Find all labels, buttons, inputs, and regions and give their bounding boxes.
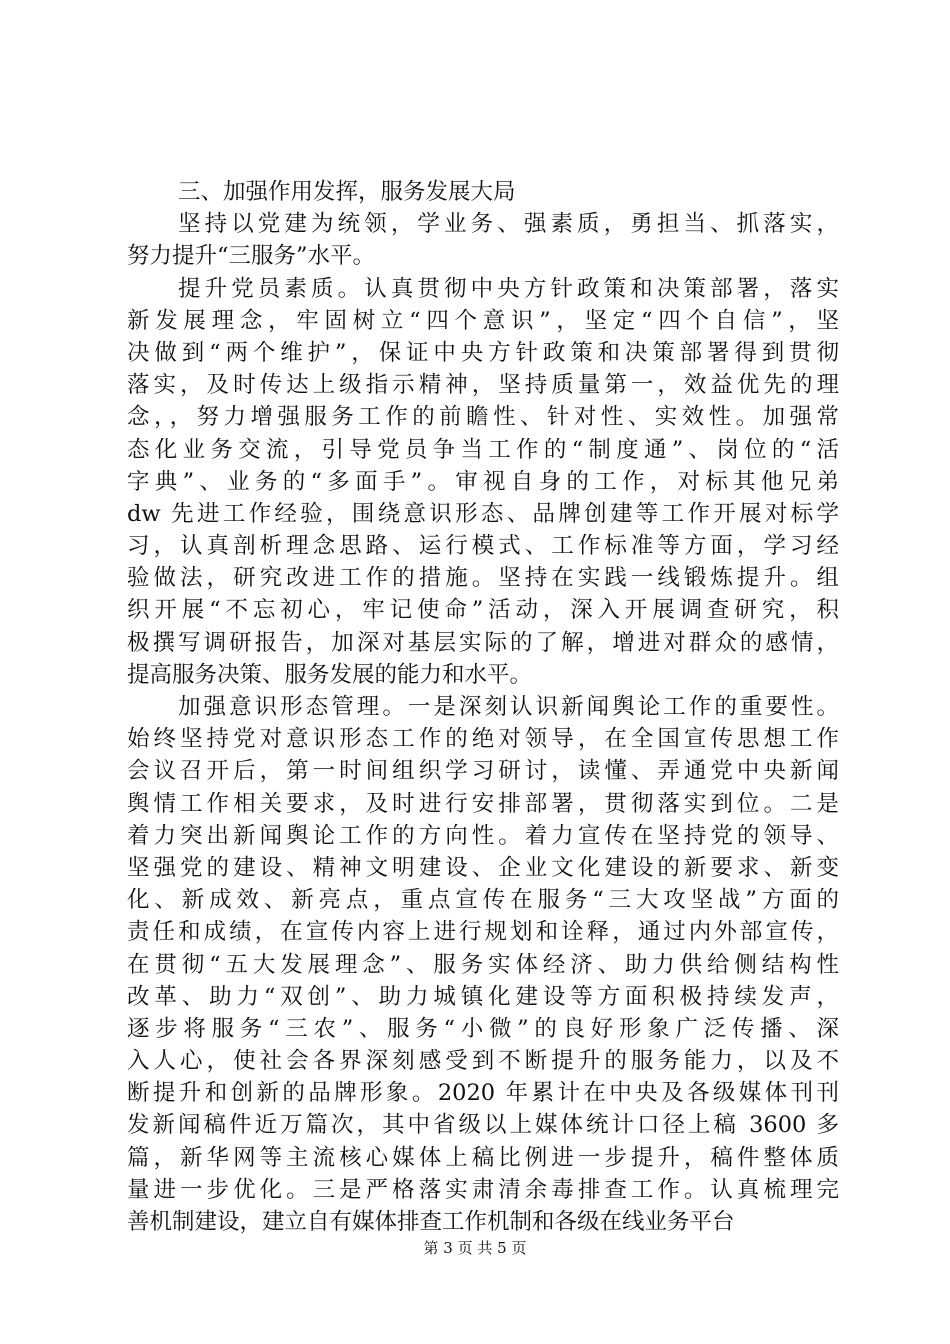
paragraph-line: 责任和成绩，在宣传内容上进行规划和诠释，通过内外部宣传， <box>127 919 839 946</box>
paragraph-line: 化、新成效、新亮点，重点宣传在服务“三大攻坚战”方面的 <box>127 887 839 914</box>
paragraph-line: 入人心，使社会各界深刻感受到不断提升的服务能力，以及不 <box>127 1048 839 1075</box>
paragraph-line: 新发展理念，牢固树立“四个意识”，坚定“四个自信”，坚 <box>127 307 839 334</box>
paragraph-line: 加强意识形态管理。一是深刻认识新闻舆论工作的重要性。 <box>178 694 839 720</box>
paragraph-line: 断提升和创新的品牌形象。2020 年累计在中央及各级媒体刊刊 <box>127 1080 839 1107</box>
paragraph-line: 发新闻稿件近万篇次，其中省级以上媒体统计口径上稿 3600 多 <box>127 1112 839 1139</box>
paragraph-line: 极撰写调研报告，加深对基层实际的了解，增进对群众的感情， <box>127 629 839 656</box>
paragraph-line: 决做到“两个维护”，保证中央方针政策和决策部署得到贯彻 <box>127 339 839 366</box>
paragraph-line: 落实，及时传达上级指示精神，坚持质量第一，效益优先的理 <box>127 372 839 399</box>
paragraph-line: 提高服务决策、服务发展的能力和水平。 <box>127 661 533 688</box>
paragraph-line: 始终坚持党对意识形态工作的绝对领导，在全国宣传思想工作 <box>127 726 839 753</box>
paragraph-line: 改革、助力“双创”、助力城镇化建设等方面积极持续发声， <box>127 983 839 1010</box>
paragraph-line: 舆情工作相关要求，及时进行安排部署，贯彻落实到位。二是 <box>127 790 839 817</box>
paragraph <box>127 691 839 1238</box>
paragraph <box>127 273 839 691</box>
paragraph-line: 习，认真剖析理念思路、运行模式、工作标准等方面，学习经 <box>127 533 839 560</box>
paragraph-line: 念，，努力增强服务工作的前瞻性、针对性、实效性。加强常 <box>127 404 839 431</box>
section-heading: 三、加强作用发挥，服务发展大局 <box>178 179 516 205</box>
paragraph-line: dw 先进工作经验，围绕意识形态、品牌创建等工作开展对标学 <box>127 500 839 527</box>
paragraph-line: 善机制建设，建立自有媒体排查工作机制和各级在线业务平台 <box>127 1209 735 1235</box>
paragraph-list <box>127 208 839 1238</box>
paragraph-line: 态化业务交流，引导党员争当工作的“制度通”、岗位的“活 <box>127 436 839 463</box>
paragraph-line: 在贯彻“五大发展理念”、服务实体经济、助力供给侧结构性 <box>127 951 839 978</box>
paragraph-line: 验做法，研究改进工作的措施。坚持在实践一线锻炼提升。组 <box>127 565 839 592</box>
document-body <box>127 176 839 1238</box>
paragraph-line: 字典”、业务的“多面手”。审视自身的工作，对标其他兄弟 <box>127 468 839 495</box>
paragraph-line: 提升党员素质。认真贯彻中央方针政策和决策部署，落实 <box>178 275 839 302</box>
paragraph-line: 着力突出新闻舆论工作的方向性。着力宣传在坚持党的领导、 <box>127 822 839 849</box>
paragraph <box>127 208 839 272</box>
paragraph-line: 量进一步优化。三是严格落实肃清余毒排查工作。认真梳理完 <box>127 1176 839 1203</box>
paragraph-line: 坚持以党建为统领，学业务、强素质，勇担当、抓落实， <box>178 211 839 238</box>
paragraph-line: 会议召开后，第一时间组织学习研讨，读懂、弄通党中央新闻 <box>127 758 839 785</box>
paragraph-line: 努力提升“三服务”水平。 <box>127 243 376 270</box>
page-footer: 第 3 页 共 5 页 <box>423 1239 527 1257</box>
paragraph-line: 篇，新华网等主流核心媒体上稿比例进一步提升，稿件整体质 <box>127 1144 839 1171</box>
paragraph-line: 坚强党的建设、精神文明建设、企业文化建设的新要求、新变 <box>127 854 839 881</box>
paragraph-line: 逐步将服务“三农”、服务“小微”的良好形象广泛传播、深 <box>127 1015 839 1042</box>
paragraph-line: 织开展“不忘初心，牢记使命”活动，深入开展调查研究，积 <box>127 597 839 624</box>
